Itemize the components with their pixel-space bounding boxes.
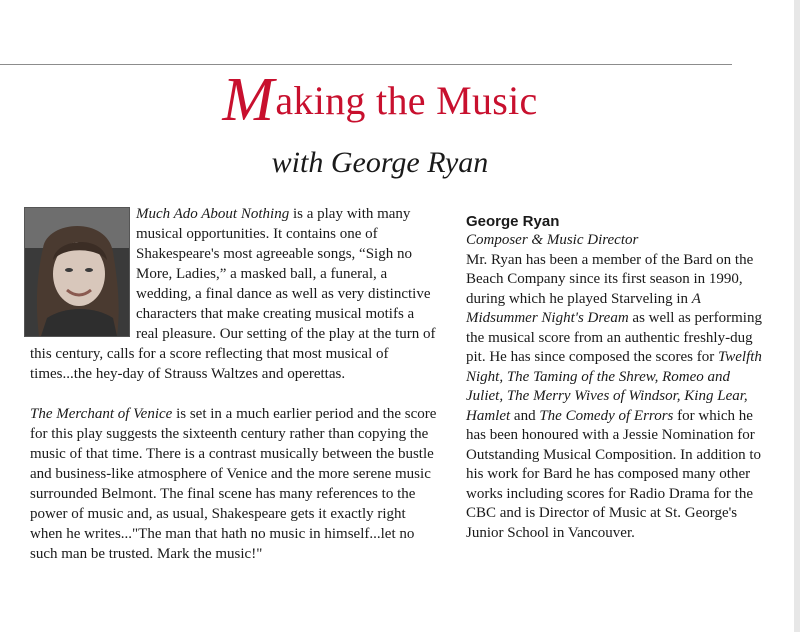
page-edge (794, 0, 800, 632)
bio-segment: Mr. Ryan has been a member of the Bard on the Beach Company since its first season in 1990, during which he played Starveling in (466, 251, 754, 307)
top-divider (0, 64, 732, 65)
play-title: The Comedy of Errors (539, 407, 674, 424)
play-title: The Merchant of Venice (30, 406, 173, 422)
photo-wrap-space (30, 204, 136, 340)
page-subtitle: with George Ryan (271, 146, 489, 179)
article-paragraph (30, 404, 438, 564)
bio-role: Composer & Music Director (466, 232, 639, 248)
play-title: Twelfth Night, The Taming of the Shrew, Romeo and Juliet, The Merry Wives of Windsor, King Lear, Hamlet (466, 349, 762, 424)
play-title: Much Ado About Nothing (136, 206, 290, 222)
title-text: aking the Music (275, 78, 538, 123)
article-body (30, 204, 438, 564)
paragraph-text: is a play with many musical opportunities. It contains one of Shakespeare's most agreeable songs, “Sigh no More, Ladies,” a masked ball, a funeral, a wedding, a final dance as well as very distinctive characters that make creating musical motifs a real pleasure. Our setting of the play at the turn of this century, calls for a score reflecting that most musical of times...the hey-day of Strauss Waltzes and operettas. (30, 206, 436, 382)
paragraph-text: is set in a much earlier period and the score for this play suggests the sixteenth century rather than copying the music of that time. There is a contrast musically between the bustle and business-like atmosphere of Venice and the more serene music surrounded Belmont. The final scene has many references to the power of music and, as usual, Shakespeare gets it exactly right when he writes..."The man that hath no music in himself...let no such man be trusted. Mark the music!" (30, 406, 437, 562)
play-title: A Midsummer Night's Dream (466, 290, 701, 326)
bio-text (466, 251, 766, 544)
title-initial: M (222, 66, 275, 134)
bio-name: George Ryan (466, 213, 560, 230)
bio-segment: for which he has been honoured with a Jessie Nomination for Outstanding Musical Composition. In addition to his work for Bard he has composed many other works including scores for Radio Drama for the CBC and is Director of Music at St. George's Junior School in Vancouver. (466, 407, 761, 541)
bio-segment: and (510, 407, 540, 424)
bio-segment: as well as performing the musical score from an authentic freshly-dug pit. He has since composed the scores for (466, 310, 762, 365)
bio-sidebar (466, 212, 766, 543)
page-title (0, 66, 760, 134)
